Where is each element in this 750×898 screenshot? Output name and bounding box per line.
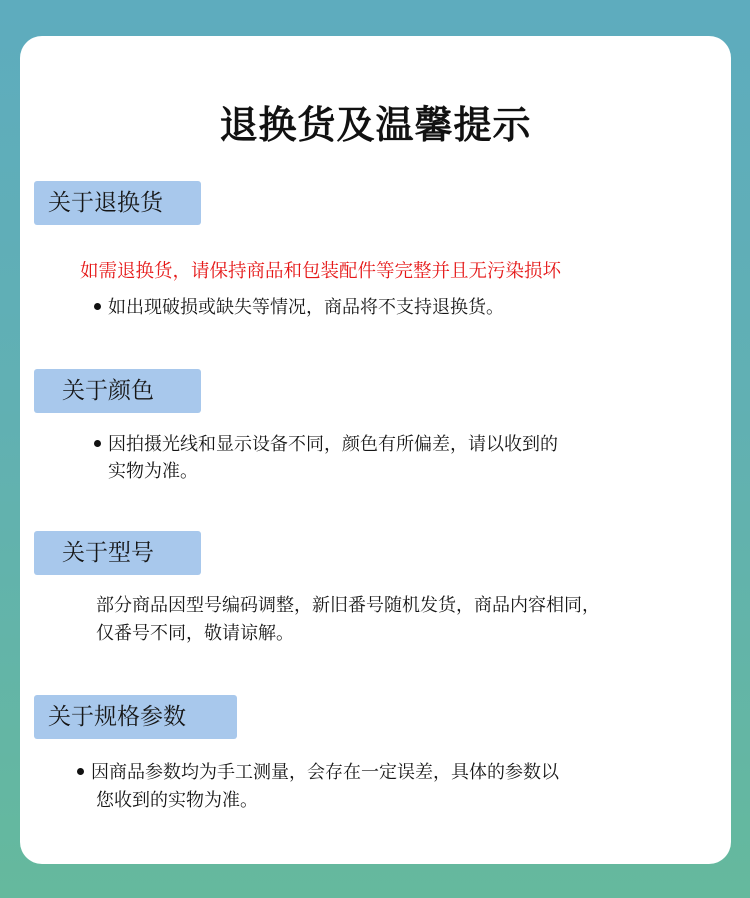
notice-card <box>20 36 731 864</box>
specs-bullet-text-line-2: 您收到的实物为准。 <box>96 790 258 811</box>
returns-bullet-item <box>94 294 504 322</box>
bullet-dot-icon <box>94 303 101 310</box>
page-title: 退换货及温馨提示 <box>219 103 532 147</box>
section-heading-specs: 关于规格参数 <box>34 695 237 739</box>
color-bullet-text-line-1: 因拍摄光线和显示设备不同，颜色有所偏差，请以收到的 <box>108 434 558 455</box>
model-text-line-1: 部分商品因型号编码调整，新旧番号随机发货，商品内容相同， <box>96 595 600 616</box>
specs-bullet-item <box>77 759 559 787</box>
color-bullet-item <box>94 431 558 459</box>
specs-bullet-text-line-1: 因商品参数均为手工测量，会存在一定误差，具体的参数以 <box>91 762 559 783</box>
bullet-dot-icon <box>77 768 84 775</box>
section-heading-color: 关于颜色 <box>34 369 201 413</box>
returns-highlight-text: 如需退换货，请保持商品和包装配件等完整并且无污染损坏 <box>80 261 562 282</box>
returns-bullet-text: 如出现破损或缺失等情况，商品将不支持退换货。 <box>108 297 504 318</box>
color-bullet-text-line-2: 实物为准。 <box>108 461 198 482</box>
bullet-dot-icon <box>94 440 101 447</box>
model-text-line-2: 仅番号不同，敬请谅解。 <box>96 623 294 644</box>
section-heading-model: 关于型号 <box>34 531 201 575</box>
section-heading-returns: 关于退换货 <box>34 181 201 225</box>
